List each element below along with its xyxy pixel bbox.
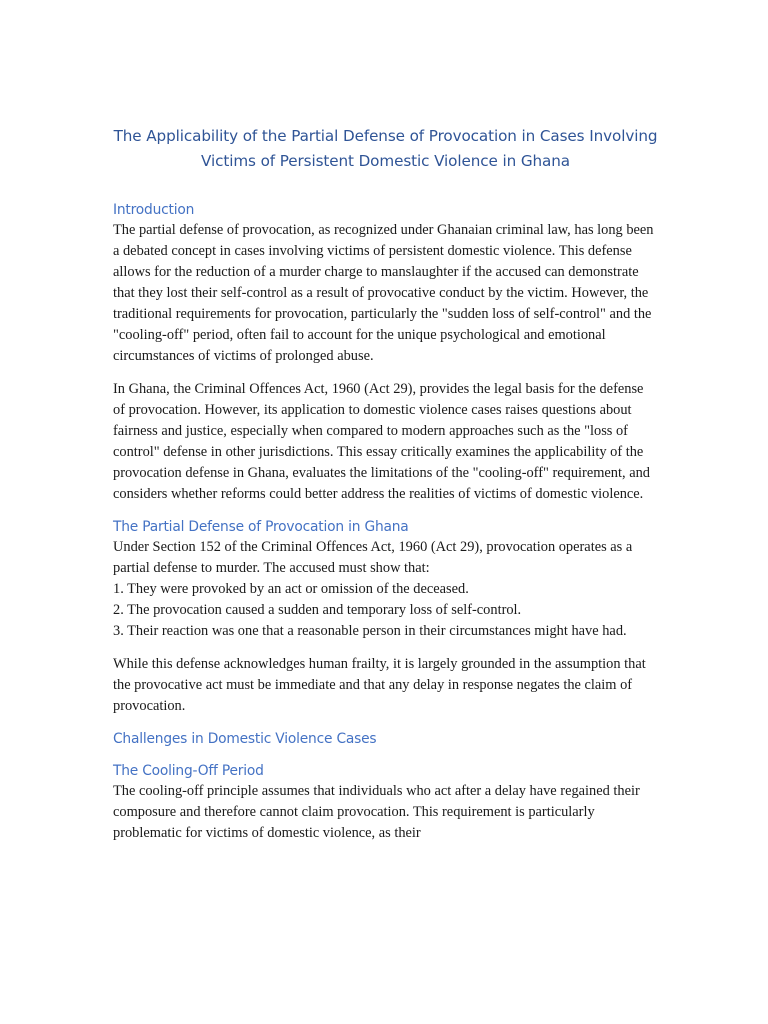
partial-defense-intro: Under Section 152 of the Criminal Offences Act, 1960 (Act 29), provocation operates as a partial defense to murder. The accused must show that: — [113, 539, 633, 576]
heading-introduction: Introduction — [113, 202, 195, 218]
partial-defense-paragraph-2: While this defense acknowledges human frailty, it is largely grounded in the assumption that the provocative act must be immediate and that any delay in response negates the claim of provocation. — [113, 656, 646, 714]
heading-cooling-off: The Cooling-Off Period — [113, 763, 264, 779]
cooling-off-paragraph: The cooling-off principle assumes that individuals who act after a delay have regained their composure and therefore cannot claim provocation. This requirement is particularly problematic for victims of domestic violence, as their — [113, 783, 640, 841]
introduction-paragraph-2: In Ghana, the Criminal Offences Act, 1960 (Act 29), provides the legal basis for the defense of provocation. However, its application to domestic violence cases raises questions about fairness and justice, especially when compared to modern approaches such as the "loss of control" defense in other jurisdictions. This essay critically examines the applicability of the provocation defense in Ghana, evaluates the limitations of the "cooling-off" requirement, and considers whether reforms could better address the realities of victims of domestic violence. — [113, 381, 650, 502]
requirement-item-2: 2. The provocation caused a sudden and temporary loss of self-control. — [113, 602, 522, 618]
title-line-2: Victims of Persistent Domestic Violence in Ghana — [201, 152, 570, 170]
requirement-item-1: 1. They were provoked by an act or omission of the deceased. — [113, 581, 469, 597]
heading-challenges: Challenges in Domestic Violence Cases — [113, 731, 377, 747]
document-title — [113, 124, 658, 174]
title-line-1: The Applicability of the Partial Defense of Provocation in Cases Involving — [113, 127, 658, 145]
heading-partial-defense: The Partial Defense of Provocation in Ghana — [113, 519, 409, 535]
introduction-paragraph-1: The partial defense of provocation, as recognized under Ghanaian criminal law, has long been a debated concept in cases involving victims of persistent domestic violence. This defense allows for the reduction of a murder charge to manslaughter if the accused can demonstrate that they lost their self-control as a result of provocative conduct by the victim. However, the traditional requirements for provocation, particularly the "sudden loss of self-control" and the "cooling-off" period, often fail to account for the unique psychological and emotional circumstances of victims of prolonged abuse. — [113, 222, 654, 364]
requirement-item-3: 3. Their reaction was one that a reasonable person in their circumstances might have had. — [113, 623, 627, 639]
partial-defense-paragraph — [113, 537, 658, 642]
